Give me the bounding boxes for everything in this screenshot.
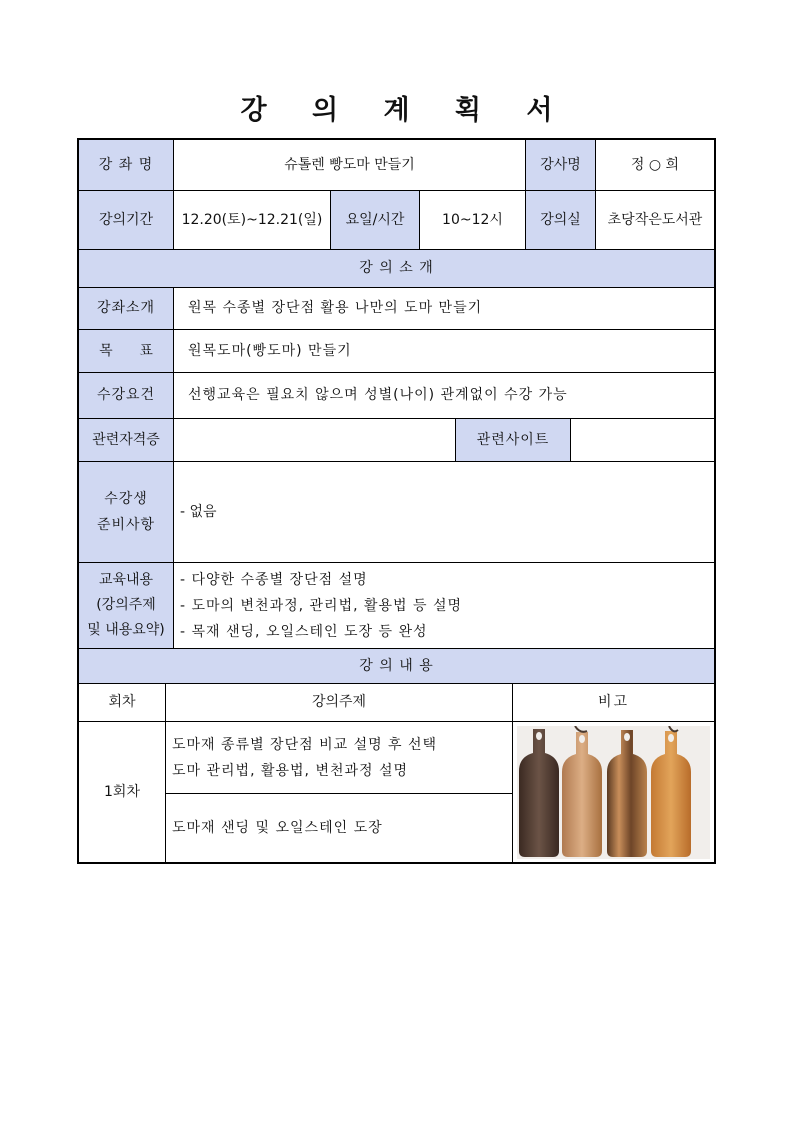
topic-cell xyxy=(166,721,513,793)
col-note-header: 비고 xyxy=(513,683,714,721)
cert-label: 관련자격증 xyxy=(79,418,174,461)
course-name-label: 강 좌 명 xyxy=(79,140,174,190)
lectures-section-header: 강 의 내 용 xyxy=(79,648,714,683)
content-line: - 다양한 수종별 장단점 설명 xyxy=(180,571,368,588)
course-intro-value: 원목 수종별 장단점 활용 나만의 도마 만들기 xyxy=(174,287,714,329)
col-session-header: 회차 xyxy=(79,683,166,721)
topic-line: 도마재 종류별 장단점 비교 설명 후 선택 xyxy=(172,736,438,753)
period-label: 강의기간 xyxy=(79,190,174,249)
content-label-line-2: (강의주제 xyxy=(96,597,156,613)
content-value xyxy=(174,562,714,648)
period-value: 12.20(토)~12.21(일) xyxy=(174,190,331,249)
room-label: 강의실 xyxy=(526,190,596,249)
instructor-label: 강사명 xyxy=(526,140,596,190)
lecture-plan-table xyxy=(77,138,716,864)
course-intro-label: 강좌소개 xyxy=(79,287,174,329)
cutting-boards-image xyxy=(517,726,710,859)
course-name-value: 슈톨렌 빵도마 만들기 xyxy=(174,140,526,190)
requirements-value: 선행교육은 필요치 않으며 성별(나이) 관계없이 수강 가능 xyxy=(174,372,714,418)
site-label: 관련사이트 xyxy=(456,418,571,461)
prep-label-line-1: 수강생 xyxy=(104,491,148,507)
col-topic-header: 강의주제 xyxy=(166,683,513,721)
topic-line: 도마 관리법, 활용법, 변천과정 설명 xyxy=(172,762,409,779)
topic-cell xyxy=(166,793,513,862)
room-value: 초당작은도서관 xyxy=(596,190,714,249)
document-title: 강 의 계 획 서 xyxy=(240,95,571,126)
content-label xyxy=(79,562,174,648)
intro-section-header: 강 의 소 개 xyxy=(79,249,714,287)
prep-value: - 없음 xyxy=(174,461,714,562)
day-time-value: 10~12시 xyxy=(420,190,526,249)
prep-label-line-2: 준비사항 xyxy=(96,517,156,533)
day-time-label: 요일/시간 xyxy=(331,190,420,249)
content-label-line-3: 및 내용요약) xyxy=(87,622,165,638)
goal-label: 목 표 xyxy=(79,329,174,372)
content-line: - 도마의 변천과정, 관리법, 활용법 등 설명 xyxy=(180,597,463,614)
content-label-line-1: 교육내용 xyxy=(98,572,154,588)
instructor-value: 정 ○ 희 xyxy=(630,156,680,173)
session-cell: 1회차 xyxy=(79,721,166,862)
cert-value xyxy=(174,418,456,461)
goal-value: 원목도마(빵도마) 만들기 xyxy=(174,329,714,372)
topic-line: 도마재 샌딩 및 오일스테인 도장 xyxy=(172,820,383,836)
prep-label xyxy=(79,461,174,562)
site-value xyxy=(571,418,714,461)
content-line: - 목재 샌딩, 오일스테인 도장 등 완성 xyxy=(180,623,428,640)
cutting-boards-photo xyxy=(513,721,714,862)
requirements-label: 수강요건 xyxy=(79,372,174,418)
